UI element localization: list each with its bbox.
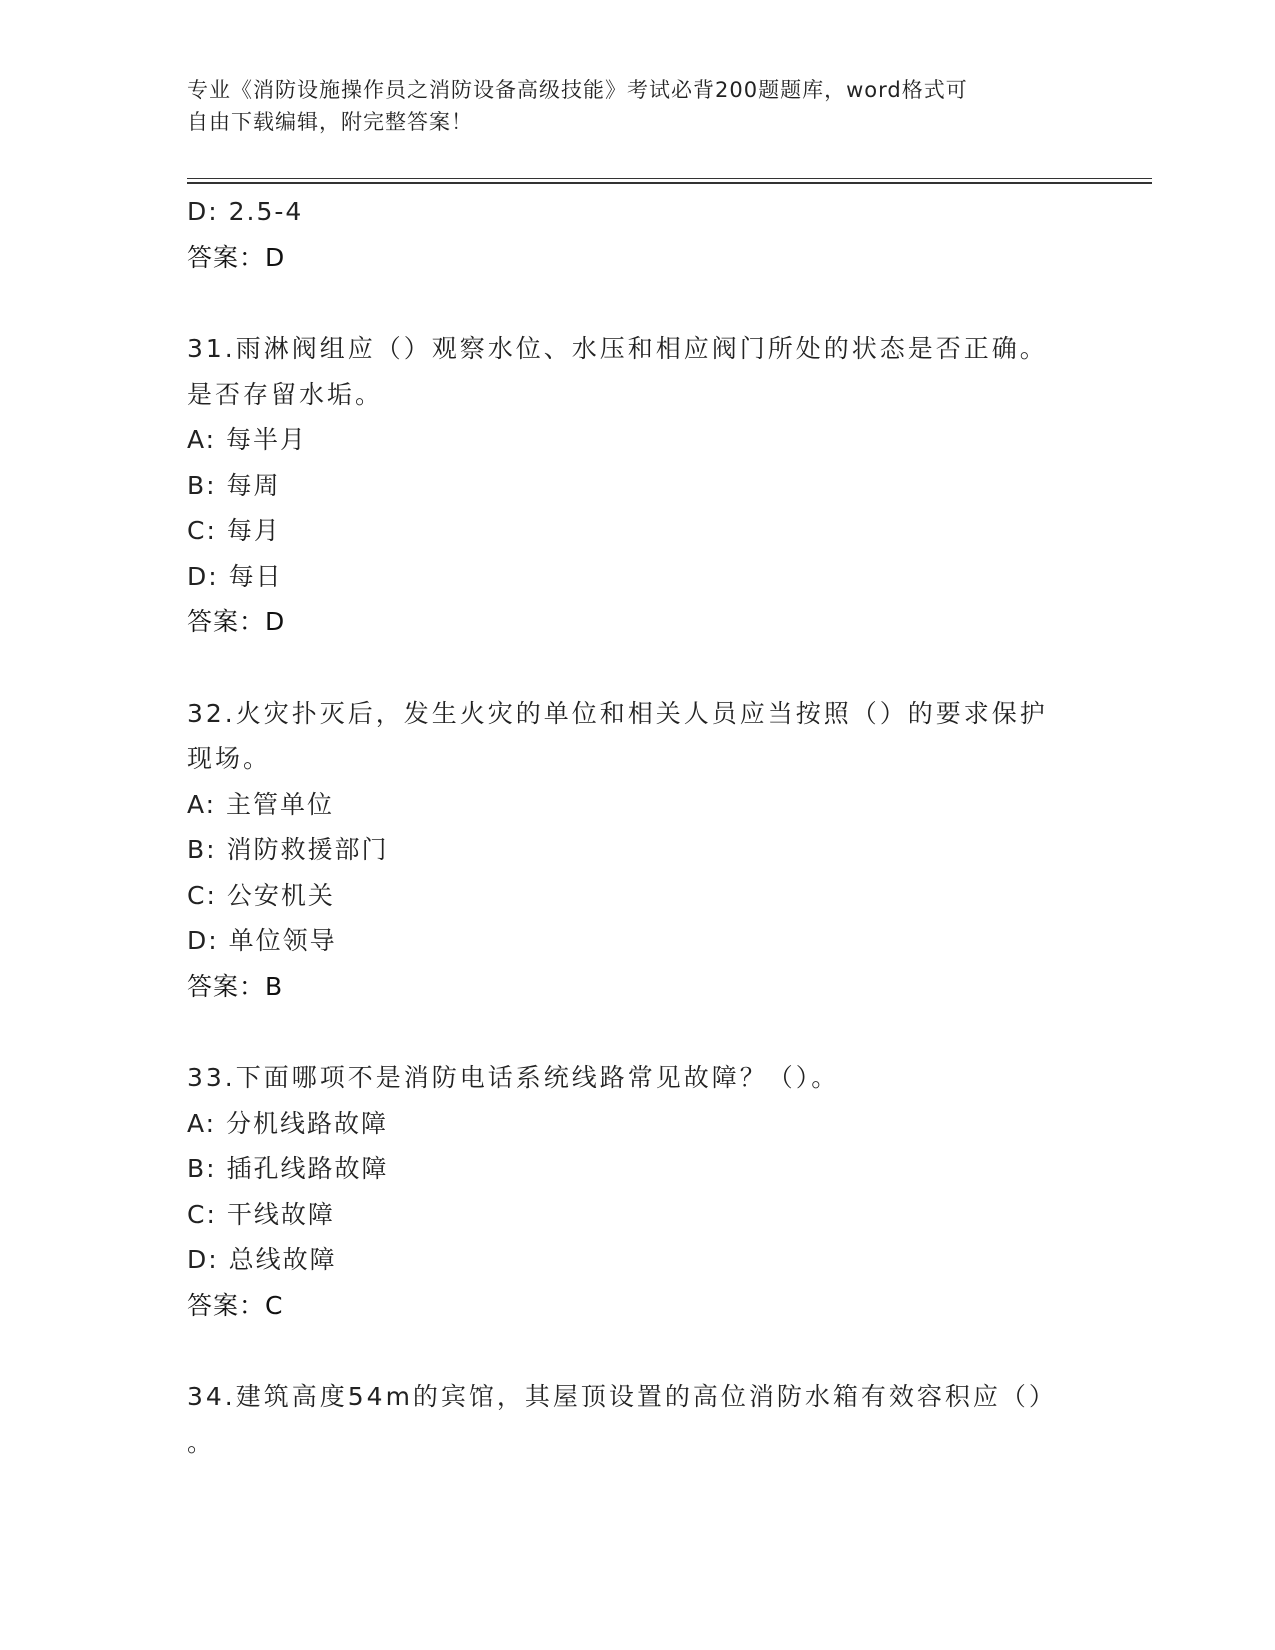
document-header [187, 74, 1067, 138]
option-a: A: 主管单位 [187, 789, 335, 819]
option-b: B: 每周 [187, 470, 281, 500]
header-title-line-1: 专业《消防设施操作员之消防设备高级技能》考试必背200题题库，word格式可 [187, 78, 968, 102]
option-d: D: 2.5-4 [187, 197, 304, 226]
spacer [187, 1009, 1087, 1055]
question-34 [187, 1374, 1087, 1465]
spacer [187, 280, 1087, 326]
header-title-line-2: 自由下载编辑，附完整答案！ [187, 110, 473, 134]
question-32 [187, 691, 1087, 1010]
option-c: C: 公安机关 [187, 880, 335, 910]
option-d: D: 总线故障 [187, 1245, 337, 1274]
option-d: D: 每日 [187, 561, 283, 591]
option-b: B: 插孔线路故障 [187, 1154, 389, 1183]
option-c: C: 每月 [187, 516, 281, 545]
question-text-line-1: 34.建筑高度54m的宾馆，其屋顶设置的高位消防水箱有效容积应（） [187, 1382, 1057, 1411]
question-text-line-2: 是否存留水垢。 [187, 379, 384, 409]
question-text-line-2: 。 [187, 1427, 216, 1457]
answer-line: 答案：D [187, 607, 286, 636]
question-31 [187, 326, 1087, 645]
question-text-line-1: 31.雨淋阀组应（）观察水位、水压和相应阀门所处的状态是否正确。 [187, 334, 1048, 363]
header-divider-thick [187, 182, 1152, 184]
previous-question-tail [187, 189, 1087, 280]
answer-line: 答案：B [187, 971, 284, 1001]
question-text-line-1: 32.火灾扑灭后，发生火灾的单位和相关人员应当按照（）的要求保护 [187, 698, 1048, 728]
question-33 [187, 1055, 1087, 1328]
option-c: C: 干线故障 [187, 1199, 335, 1229]
option-b: B: 消防救援部门 [187, 835, 389, 864]
spacer [187, 645, 1087, 691]
option-a: A: 分机线路故障 [187, 1108, 389, 1138]
option-a: A: 每半月 [187, 425, 308, 454]
question-text-line-1: 33.下面哪项不是消防电话系统线路常见故障？（）。 [187, 1063, 840, 1092]
question-list [187, 189, 1087, 1465]
answer-line: 答案：C [187, 1290, 284, 1320]
question-text-line-2: 现场。 [187, 744, 272, 773]
answer-line: 答案：D [187, 242, 286, 272]
header-divider-thin [187, 178, 1152, 179]
option-d: D: 单位领导 [187, 926, 337, 955]
spacer [187, 1328, 1087, 1374]
